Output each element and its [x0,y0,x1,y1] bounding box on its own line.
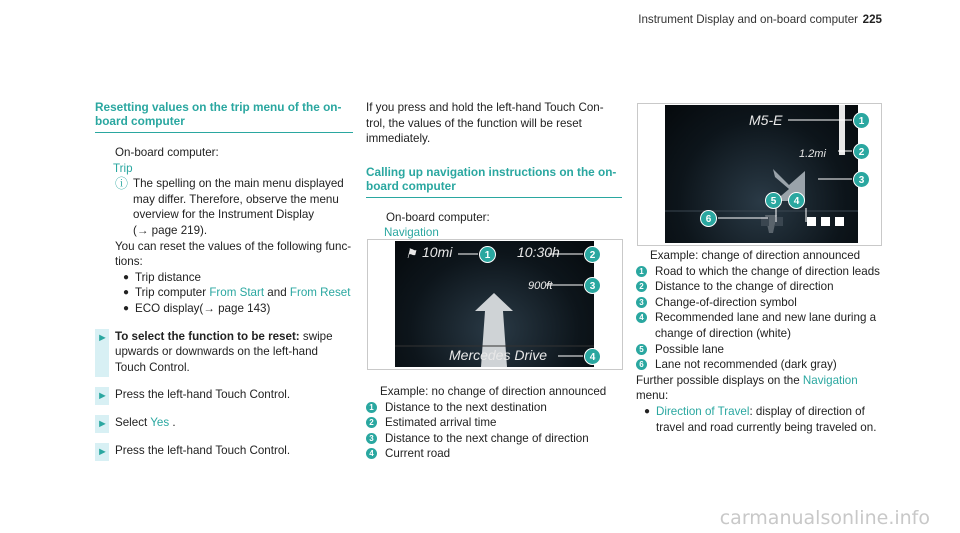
legend-text: Road to which the change of direction leads [655,264,880,278]
section-title-line: Calling up navigation instructions on the on- [366,164,617,179]
menu-navigation[interactable]: Navigation [384,226,439,240]
header-title: Instrument Display and on-board computer [638,13,858,26]
caption-text: Example: no change of direction announced [380,385,607,398]
reset-line: You can reset the values of the following func- [115,239,352,253]
section-title-line: board computer [95,114,185,128]
list-item [95,285,353,301]
further-line: menu: [636,389,669,403]
step-text: upwards or downwards on the left-hand [115,345,319,359]
step-text: Press the left-hand Touch Control. [115,443,291,457]
bullet-icon: ● [123,287,130,299]
column-left [95,100,353,461]
nav-distance: 10mi [422,244,453,260]
legend-item [366,446,622,462]
section-title-line: board computer [366,178,456,193]
legend-number: 6 [636,359,647,370]
further-line: Further possible displays on the [636,373,803,387]
list-item-text: Trip distance [135,270,201,284]
callout-lines [638,104,881,245]
legend-item [636,264,880,280]
menu-from-reset[interactable]: From Reset [289,286,351,300]
section-title-line: Resetting values on the trip menu of the on- [95,100,342,114]
legend-number: 1 [366,402,377,413]
list-item-text: : display of direction of [749,404,865,418]
list-item [95,301,353,317]
legend-text: Change-of-direction symbol [655,295,797,309]
menu-from-start[interactable]: From Start [209,286,265,300]
legend-number: 4 [636,312,647,323]
legend-text: Possible lane [655,342,724,356]
hold-text [366,100,622,147]
nav-target-road: M5-E [749,112,783,128]
column-right [636,248,880,435]
legend-number: 1 [636,266,647,277]
callout-1: 1 [479,246,496,263]
legend-text: Distance to the change of direction [655,280,834,294]
legend-item [636,310,880,341]
callout-2: 2 [584,246,601,263]
section-title-navigation [366,165,622,198]
legend-text: Current road [385,447,451,461]
instruction-step [95,415,353,433]
step-arrow-icon: ► [97,389,108,402]
legend-text: Recommended lane and new lane during a [655,311,877,325]
legend-number: 2 [366,417,377,428]
nav-change-distance: 1.2mi [799,148,826,160]
hold-line: immediately. [366,132,431,146]
callout-3: 3 [584,277,601,294]
legend-item [636,279,880,295]
step-bar [95,415,109,433]
step-bar [95,443,109,461]
legend-text: Distance to the next destination [385,400,547,414]
step-bar [95,329,109,377]
list-item-text [135,285,350,301]
callout-4: 4 [584,348,601,365]
list-text: and [264,286,290,300]
instruction-step [95,329,353,377]
hold-line: trol, the values of the function will be reset [366,116,582,130]
step-arrow-icon: ► [97,417,108,430]
checkered-flag-icon: ⚑ [405,246,417,261]
list-item [95,270,353,286]
step-text: Select [115,415,151,429]
hold-line: If you press and hold the left-hand Touch Con- [366,101,604,114]
note-line: may differ. Therefore, observe the menu [133,192,339,206]
callout-5: 5 [765,192,782,209]
page-number: 225 [862,13,882,26]
reset-text [95,239,353,270]
menu-trip[interactable]: Trip [113,161,133,175]
legend-number: 3 [366,433,377,444]
note-line: The spelling on the main menu displayed [133,177,344,191]
list-item-text: ECO display(→ page 143) [135,301,271,315]
step-arrow-icon: ► [97,331,108,344]
figure-1-caption [366,384,622,462]
callout-3: 3 [853,171,870,188]
list-text: Trip computer [135,286,210,300]
further-text [636,373,880,389]
callout-2: 2 [853,143,870,160]
figure-direction-change [637,103,882,246]
callout-4: 4 [788,192,805,209]
intro-text: On-board computer: [386,210,490,224]
step-bar [95,387,109,405]
reset-line: tions: [115,255,143,269]
instruction-step [95,387,353,405]
step-text: . [169,415,176,429]
callout-6: 6 [700,210,717,227]
legend-text: Lane not recommended (dark gray) [655,358,837,372]
watermark: carmanualsonline.info [719,507,930,530]
step-bold: To select the function to be reset: [115,329,300,343]
legend-item [636,357,880,373]
caption-text: Example: change of direction announced [650,249,861,262]
list-item [636,404,880,435]
list-item-text: travel and road currently being traveled on. [656,420,877,434]
step-arrow-icon: ► [97,445,108,458]
legend-item [366,400,622,416]
legend-number: 2 [636,281,647,292]
info-icon: ⓘ [115,176,129,192]
callout-lines [368,240,622,369]
nav-current-road: Mercedes Drive [449,347,548,363]
step-text: Press the left-hand Touch Control. [115,387,291,401]
note-line: overview for the Instrument Display [133,208,315,222]
legend-number: 3 [636,297,647,308]
legend-text: Estimated arrival time [385,416,497,430]
bullet-icon: ● [644,405,651,417]
menu-navigation-link[interactable]: Navigation [802,373,858,387]
section-title-reset [95,100,353,133]
legend-item [636,342,880,358]
note-block [95,176,353,238]
column-middle [366,100,622,241]
menu-direction-of-travel[interactable]: Direction of Travel [656,404,750,418]
intro-text: On-board computer: [115,146,219,159]
legend-number: 4 [366,448,377,459]
page-header [0,12,960,28]
menu-yes[interactable]: Yes [150,415,170,429]
legend-item [366,415,622,431]
step-text: Touch Control. [115,360,190,374]
nav-eta: 10:30h [517,244,560,260]
note-link[interactable]: (→ page 219). [133,223,208,237]
legend-item [636,295,880,311]
bullet-icon: ● [123,271,130,283]
callout-1: 1 [853,112,870,129]
legend-number: 5 [636,344,647,355]
figure-no-direction-change [367,239,623,370]
legend-text: Distance to the next change of direction [385,431,589,445]
nav-next-change: 900ft [528,280,553,292]
bullet-icon: ● [123,302,130,314]
legend-text: change of direction (white) [655,326,791,340]
step-text: swipe [299,329,333,343]
instruction-step [95,443,353,461]
legend-item [366,431,622,447]
